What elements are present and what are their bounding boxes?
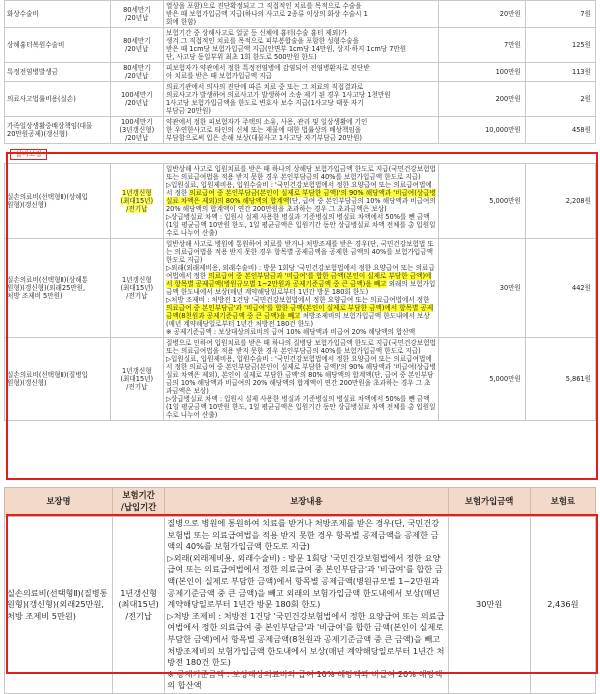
silbi-rows bbox=[5, 164, 596, 421]
table-row bbox=[5, 239, 596, 338]
coverage-period: 1년갱신형 (최대15년) /전기납 bbox=[112, 517, 164, 694]
coverage-premium: 5,861원 bbox=[525, 338, 595, 421]
content-text: 일반상해 사고로 병원에 통원하여 치료를 받거나 처방조제를 받은 경우(단, 국민건강보험법 또는 의료급여법을 적용 받지 못한 경우 항목별 공제금액을 공제한 금액의 40%를 보험가입금액 한도로 지급) ▷외래(외래제비용, 외래수술비) : 방문 1회당 '국민건강보험법에서 정한 요양급여 또는 의료급여법에서 정한 bbox=[165, 240, 435, 280]
coverage-name: 가족일상생활중배상책임(대물 20만원공제)(갱신형) bbox=[5, 117, 111, 144]
coverage-period: 80세만기 /20년납 bbox=[110, 63, 163, 82]
coverage-content: 피보험자가 약관에서 정한 특정전염병에 감염되어 전염병환자로 진단받 아 치료를 받은 때 보험가입금액 지급 bbox=[163, 63, 438, 82]
highlighted-text: 의료급여 중 본인부담금과 '비급여'를 합한 금액(본인이 실제로 부담한 금액)에서 항목별 공제금액(병원규모별 1~2만원과 공제기준금액 중 큰 금액)을 빼고 bbox=[165, 272, 432, 288]
coverage-period: 80세만기 /20년납 bbox=[110, 28, 163, 63]
coverage-name: 실손의료비(선택형Ⅱ)(상해통 원형)(갱신형)(외래25만원, 처방 조제비 5만원) bbox=[5, 239, 111, 338]
coverage-name: 실손의료비(선택형Ⅱ)(질병입 원형)(갱신형) bbox=[5, 338, 111, 421]
coverage-name: 의료사고법률비용(실손) bbox=[5, 82, 111, 117]
coverage-period: 1년갱신형 (최대15년) /전기납 bbox=[110, 338, 163, 421]
table-row bbox=[5, 63, 596, 82]
coverage-premium: 125원 bbox=[525, 28, 595, 63]
content-text: (단, 급여 중 본인부담금의 10% 해당액과 비급여의 20% 해당액의 합계액이 연간 200만원을 초과하는 경우 그 초과금액은 보상) ▷상급병실료 차액 : 입원시 실제 사용한 병실과 기준병실의 병실료 차액에서 50%를 뺀 금액(1일 평균금액 10만원 한도, 1일 평균금액은 입원기간 동안 상급병실료 차액 전체를 총 입원일수로 나누어 산출) bbox=[165, 197, 436, 237]
coverage-content: 의료기관에서 의사의 진단에 따른 치료 중 또는 그 치료의 직접결과로 의료사고가 발생하여 의료사고가 발생하여 소송 제기 된 경우 1사고당 1천만원 1사고당 보험가입금액을 한도로 변호사 보수 지급(1사고당 태풍 자기 부담금 20만원) bbox=[163, 82, 438, 117]
coverage-amount: 5,000만원 bbox=[439, 164, 526, 239]
coverage-premium: 2,208원 bbox=[525, 164, 595, 239]
coverage-content: 약관에서 정한 피보험자가 주택의 소유, 사용, 관리 및 일상생활에 기인 한 우연한사고로 타인의 신체 또는 재물에 대한 법률상의 배상책임을 부담함으로써 입은 손해 보상(대물사고 1사고당 자기부담금 20만원) bbox=[163, 117, 438, 144]
coverage-period: 100세만기 (3년갱신형) /20년납 bbox=[110, 117, 163, 144]
top-rows bbox=[5, 1, 596, 144]
table-row bbox=[5, 28, 596, 63]
coverage-amount: 30만원 bbox=[439, 239, 526, 338]
coverage-period: 100세만기 /20년납 bbox=[110, 82, 163, 117]
section-label-silbi: 실비보장 bbox=[10, 149, 47, 160]
coverage-content bbox=[163, 164, 438, 239]
content-text: 질병으로 인하여 입원치료를 받은 때 하나의 질병당 보험가입금액 한도로 지급(국민건강보험법 또는 의료급여법을 적용 받지 못한 경우 본인부담금의 40%를 보험가입금액 한도로 지급) ▷입원실료, 입원제비용, 입원수술비 : '국민건강보험법에서 정한 요양급여 또는 의료급여법에서 정한 의료급여 중 본인부담금(본인이 실제로 부담한 금액)'의 90% 해당액과 '비급여(상급병실료 차액은 제외), 본인이 실제로 부담한 금액'의 80% 해당액의 합계액(단, 급여 중 본인부담금의 10% 해당액과 비급여의 20% 해당액의 합계액이 연간 200만원을 초과하는 경우 그 초과금액은 보상) ▷상급병실료 차액 : 입원시 실제 사용한 병실과 기준병실의 병실료 차액에서 50%를 뺀 금액(1일 평균금액 10만원 한도, 1일 평균금액은 입원기간 동안 상급병실료 차액 전체를 총 입원일수로 나누어 산출) bbox=[165, 339, 436, 419]
content-text: 일반상해 사고로 입원치료를 받은 때 하나의 상해당 보험가입금액 한도로 지급(국민건강보험법 또는 의료급여법을 적용 받지 못한 경우 본인부담금의 40%를 보험가입금액 한도로 지급) ▷입원실료, 입원제비용, 입원수술비 : '국민건강보험법에서 정한 요양급여 또는 의료급여법에서 정한 bbox=[165, 165, 436, 197]
header-coverage-name: 보장명 bbox=[5, 488, 113, 517]
coverage-premium: 442원 bbox=[525, 239, 595, 338]
coverage-name: 실손의료비(선택형Ⅱ)(질병통 원형)(갱신형)(외래25만원, 처방 조제비 5만원) bbox=[5, 517, 113, 694]
coverage-period: 1년갱신형 (최대15년) /전기납 bbox=[110, 239, 163, 338]
table-row bbox=[5, 517, 596, 694]
coverage-amount: 200만원 bbox=[439, 82, 526, 117]
coverage-amount: 100만원 bbox=[439, 63, 526, 82]
section-spacer bbox=[5, 144, 596, 164]
coverage-amount: 5,000만원 bbox=[439, 338, 526, 421]
coverage-premium: 2,436원 bbox=[530, 517, 595, 694]
coverage-premium: 7원 bbox=[525, 1, 595, 28]
header-amount: 보험가입금액 bbox=[448, 488, 530, 517]
period-highlight: 1년갱신형 (최대15년) /전기납 bbox=[120, 189, 154, 213]
coverage-table-lower bbox=[4, 487, 596, 694]
highlighted-text: 의료급여 중 본인부담금(본인이 실제로 부담한 금액)'의 90% 해당액과 '비급여(상급병실료 차액은 제외)의 80% 해당액의 합계액 bbox=[165, 189, 436, 205]
table-row bbox=[5, 338, 596, 421]
coverage-amount: 30만원 bbox=[448, 517, 530, 694]
coverage-content bbox=[163, 239, 438, 338]
highlighted-text: 의료급여 중 본인부담금'과 '비급여'를 합한 금액(본인이 실제로 부담한 금액)에서 항목별 공제금액(8천원과 공제기준금액 중 큰 금액)을 빼고 bbox=[165, 304, 434, 320]
coverage-premium: 458원 bbox=[525, 117, 595, 144]
table-row bbox=[5, 117, 596, 144]
coverage-amount: 10,000만원 bbox=[439, 117, 526, 144]
coverage-premium: 113원 bbox=[525, 63, 595, 82]
coverage-name: 상해흉터복원수술비 bbox=[5, 28, 111, 63]
content-text: 처방조제비의 보험가입금액 한도내에서 보상(매년 계약해당일로부터 1년간 처방전 180건 한도) ※ 공제기준금액 : 보상대상의료비의 급여 10% 해당액과 비급여 20% 해당액의 합산액 bbox=[165, 312, 430, 336]
coverage-name: 화상수술비 bbox=[5, 1, 111, 28]
coverage-name: 특정전염병발생금 bbox=[5, 63, 111, 82]
coverage-table-upper bbox=[4, 0, 596, 421]
header-row bbox=[5, 488, 596, 517]
coverage-premium: 2원 bbox=[525, 82, 595, 117]
header-premium: 보험료 bbox=[530, 488, 595, 517]
coverage-content: 보험기간 중 상해사고로 얼굴 등 신체에 흉터(수술 흉터 제외)가 생겨 그 직접적인 치료를 목적으로 피부봉합술을 포함한 성형수술을 받은 때 1cm당 보험가입금액 지급(안면부 1cm당 14만원, 상지·하지 1cm당 7만원 단, 사고당 동일부위 최초 1회 한도로 500만원 한도) bbox=[163, 28, 438, 63]
content-text: 외래의 보험가입금액 한도내에서 보상(매년 계약해당일로부터 1년간 방문 180회 한도) ▷처방 조제비 : 처방전 1건당 '국민건강보험법에서 정한 요양급여 또는 의료급여법에서 정한 bbox=[165, 280, 436, 304]
table-row bbox=[5, 1, 596, 28]
coverage-name: 실손의료비(선택형Ⅱ)(상해입 원형)(갱신형) bbox=[5, 164, 111, 239]
table-row bbox=[5, 82, 596, 117]
coverage-content bbox=[163, 338, 438, 421]
header-content: 보장내용 bbox=[165, 488, 448, 517]
table-row bbox=[5, 164, 596, 239]
coverage-content: 질병으로 병원에 통원하여 치료를 받거나 처방조제를 받은 경우(단, 국민건강보험법 또는 의료급여법을 적용 받지 못한 경우 항목별 공제금액을 공제한 금액의 40%를 보험가입금액 한도로 지급) ▷외래(외래제비용, 외래수술비) : 방문 1회당 '국민건강보험법에서 정한 요양급여 또는 의료급여법에서 정한 의료급여 중 본인부담금'과 '비급여'를 합한 금액(본인이 실제로 부담한 금액)에서 항목별 공제금액(병원규모별 1~2만원과 공제기준금액 중 큰 금액)을 빼고 외래의 보험가입금액 한도내에서 보상(매년 계약해당일로부터 1년간 방문 180회 한도) ▷처방 조제비 : 처방전 1건당 '국민건강보험법에서 정한 요양급여 또는 의료급여법에서 정한 의료급여 중 본인부담금'과 '비급여'를 합한 금액(본인이 실제로 부담한 금액)에서 항목별 공제금액(8천원과 공제기준금액 중 큰 금액)을 빼고 처방조제비의 보험가입금액 한도내에서 보상(매년 계약해당일로부터 1년간 처방전 180건 한도) ※ 공제기준금액 : 보상대상의료비의 급여 10% 해당액과 비급여 20% 해당액의 합산액 bbox=[165, 517, 448, 694]
coverage-period: 80세만기 /20년납 bbox=[110, 1, 163, 28]
coverage-amount: 20만원 bbox=[439, 1, 526, 28]
coverage-content: 열상을 포함)으로 진단확정되고 그 직접적인 치료를 목적으로 수술을 받은 때 보험가입금액 지급(하나의 사고로 2종류 이상의 화상 수술시 1 회에 한함) bbox=[163, 1, 438, 28]
header-period: 보험기간 /납입기간 bbox=[112, 488, 164, 517]
coverage-amount: 7만원 bbox=[439, 28, 526, 63]
coverage-period bbox=[110, 164, 163, 239]
